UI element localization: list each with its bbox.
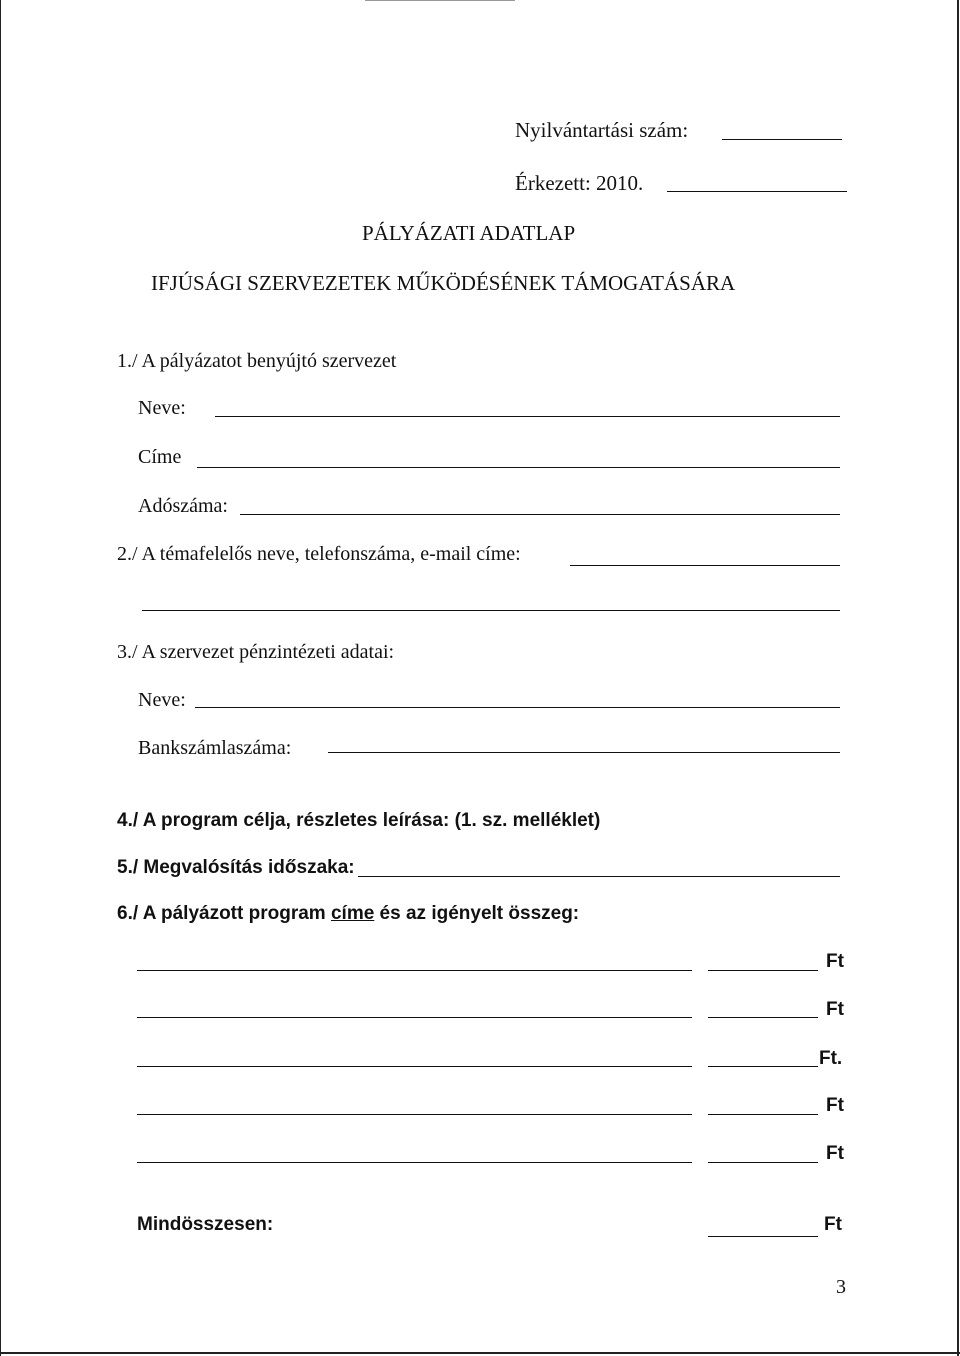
section3-name-field[interactable] <box>195 707 840 708</box>
section3-name-label: Neve: <box>138 689 186 711</box>
section5-field[interactable] <box>358 876 840 877</box>
section1-address-label: Címe <box>138 446 182 468</box>
section2-heading: 2./ A témafelelős neve, telefonszáma, e-mail címe: <box>117 543 521 565</box>
page-border-right <box>957 0 959 1356</box>
registration-label: Nyilvántartási szám: <box>515 118 689 142</box>
page-number: 3 <box>836 1276 846 1298</box>
total-label: Mindösszesen: <box>137 1214 274 1235</box>
page-border-bottom <box>0 1352 960 1354</box>
program-amount-field-3[interactable] <box>708 1066 818 1067</box>
section3-account-field[interactable] <box>328 752 840 753</box>
section6-heading-underlined: címe <box>330 903 375 924</box>
page-border-left <box>0 0 1 1356</box>
section6-heading: 6./ A pályázott program címe és az igényelt összeg: <box>117 903 580 924</box>
section2-field-2[interactable] <box>142 610 840 611</box>
top-rule <box>365 0 515 1</box>
section1-address-field[interactable] <box>197 467 840 468</box>
program-title-field-2[interactable] <box>137 1017 692 1018</box>
program-amount-field-2[interactable] <box>708 1017 818 1018</box>
section1-heading: 1./ A pályázatot benyújtó szervezet <box>117 350 397 372</box>
form-title: PÁLYÁZATI ADATLAP <box>362 221 576 245</box>
program-title-field-4[interactable] <box>137 1114 692 1115</box>
currency-label-3: Ft. <box>819 1048 843 1069</box>
program-amount-field-1[interactable] <box>708 970 818 971</box>
section1-tax-label: Adószáma: <box>138 495 228 517</box>
section3-heading: 3./ A szervezet pénzintézeti adatai: <box>117 641 395 663</box>
program-title-field-1[interactable] <box>137 970 692 971</box>
program-amount-field-4[interactable] <box>708 1114 818 1115</box>
form-subtitle: IFJÚSÁGI SZERVEZETEK MŰKÖDÉSÉNEK TÁMOGATÁSÁRA <box>151 271 736 295</box>
program-title-field-5[interactable] <box>137 1162 692 1163</box>
currency-label-2: Ft <box>826 999 844 1020</box>
currency-label-5: Ft <box>826 1143 844 1164</box>
total-currency-label: Ft <box>824 1214 842 1235</box>
section1-name-label: Neve: <box>138 397 186 419</box>
section2-field-1[interactable] <box>570 565 840 566</box>
section3-account-label: Bankszámlaszáma: <box>138 737 292 759</box>
section4-heading: 4./ A program célja, részletes leírása: (1. sz. melléklet) <box>117 810 601 831</box>
program-title-field-3[interactable] <box>137 1066 692 1067</box>
currency-label-4: Ft <box>826 1095 844 1116</box>
section5-heading: 5./ Megvalósítás időszaka: <box>117 857 355 878</box>
section1-tax-field[interactable] <box>240 514 840 515</box>
section1-name-field[interactable] <box>215 416 840 417</box>
registration-field[interactable] <box>722 139 842 140</box>
arrived-field[interactable] <box>667 191 847 192</box>
arrived-label: Érkezett: 2010. <box>515 171 644 195</box>
total-amount-field[interactable] <box>708 1236 818 1237</box>
currency-label-1: Ft <box>826 951 844 972</box>
program-amount-field-5[interactable] <box>708 1162 818 1163</box>
